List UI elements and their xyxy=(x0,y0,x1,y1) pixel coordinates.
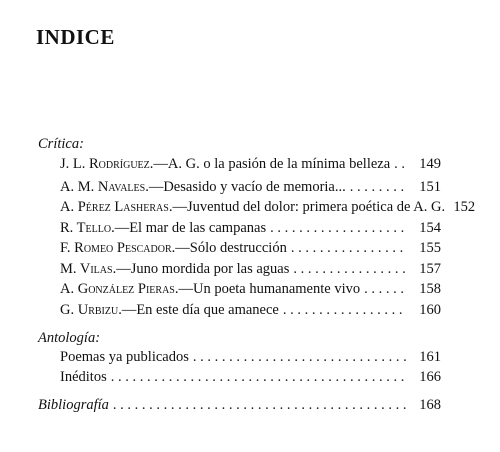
dot-leader xyxy=(350,179,407,196)
entry-page: 149 xyxy=(419,156,441,172)
entry-author: G. Urbizu xyxy=(60,302,119,318)
page-title: INDICE xyxy=(36,25,115,49)
entry-author: A. Pérez Lasheras xyxy=(60,199,169,215)
entry-page: 160 xyxy=(419,302,441,318)
entry-title: Inéditos xyxy=(60,369,107,385)
entry-page: 168 xyxy=(419,397,441,413)
entry-page: 154 xyxy=(419,220,441,236)
entry-page: 161 xyxy=(419,349,441,365)
toc-entry xyxy=(60,369,441,387)
entry-page: 166 xyxy=(419,369,441,385)
section-label-antologia: Antología: xyxy=(38,330,101,346)
dot-leader xyxy=(111,369,407,386)
entry-author: A. M. Navales xyxy=(60,179,146,195)
entry-author: F. Romeo Pescador xyxy=(60,240,172,256)
dot-leader xyxy=(394,156,407,173)
entry-title: .—Sólo destrucción xyxy=(171,240,287,256)
entry-title: .—A. G. o la pasión de la mínima belleza xyxy=(149,156,391,172)
entry-title: Poemas ya publicados xyxy=(60,349,189,365)
toc-entry xyxy=(60,261,441,279)
toc-entry xyxy=(60,220,441,238)
toc-entry xyxy=(60,199,476,217)
entry-title: .—En este día que amanece xyxy=(118,302,279,318)
entry-page: 158 xyxy=(419,281,441,297)
dot-leader xyxy=(193,349,407,366)
dot-leader xyxy=(113,397,407,414)
entry-page: 151 xyxy=(419,179,441,195)
entry-page: 155 xyxy=(419,240,441,256)
entry-title: .—Juno mordida por las aguas xyxy=(112,261,290,277)
toc-entry xyxy=(60,302,441,320)
entry-title: .—Desasido y vacío de memoria... xyxy=(145,179,346,195)
dot-leader xyxy=(364,281,407,298)
dot-leader xyxy=(270,220,407,237)
toc-entry xyxy=(60,179,441,197)
dot-leader xyxy=(293,261,407,278)
entry-page: 152 xyxy=(453,199,476,215)
entry-author: R. Tello xyxy=(60,220,112,236)
dot-leader xyxy=(283,302,407,319)
toc-entry xyxy=(60,240,441,258)
entry-title: .—El mar de las campanas xyxy=(111,220,267,236)
toc-entry xyxy=(60,281,441,299)
entry-page: 157 xyxy=(419,261,441,277)
section-label-critica: Crítica: xyxy=(38,136,84,152)
toc-entry-bibliografia xyxy=(38,397,441,415)
entry-author: J. L. Rodríguez xyxy=(60,156,150,172)
section-label-bibliografia: Bibliografía xyxy=(38,397,109,413)
dot-leader xyxy=(291,240,407,257)
entry-author: M. Vilas xyxy=(60,261,113,277)
entry-author: A. González Pieras xyxy=(60,281,175,297)
toc-entry xyxy=(60,349,441,367)
entry-title: .—Juventud del dolor: primera poética de A. G. xyxy=(168,199,446,215)
entry-title: .—Un poeta humanamente vivo xyxy=(174,281,361,297)
toc-entry xyxy=(60,156,441,174)
